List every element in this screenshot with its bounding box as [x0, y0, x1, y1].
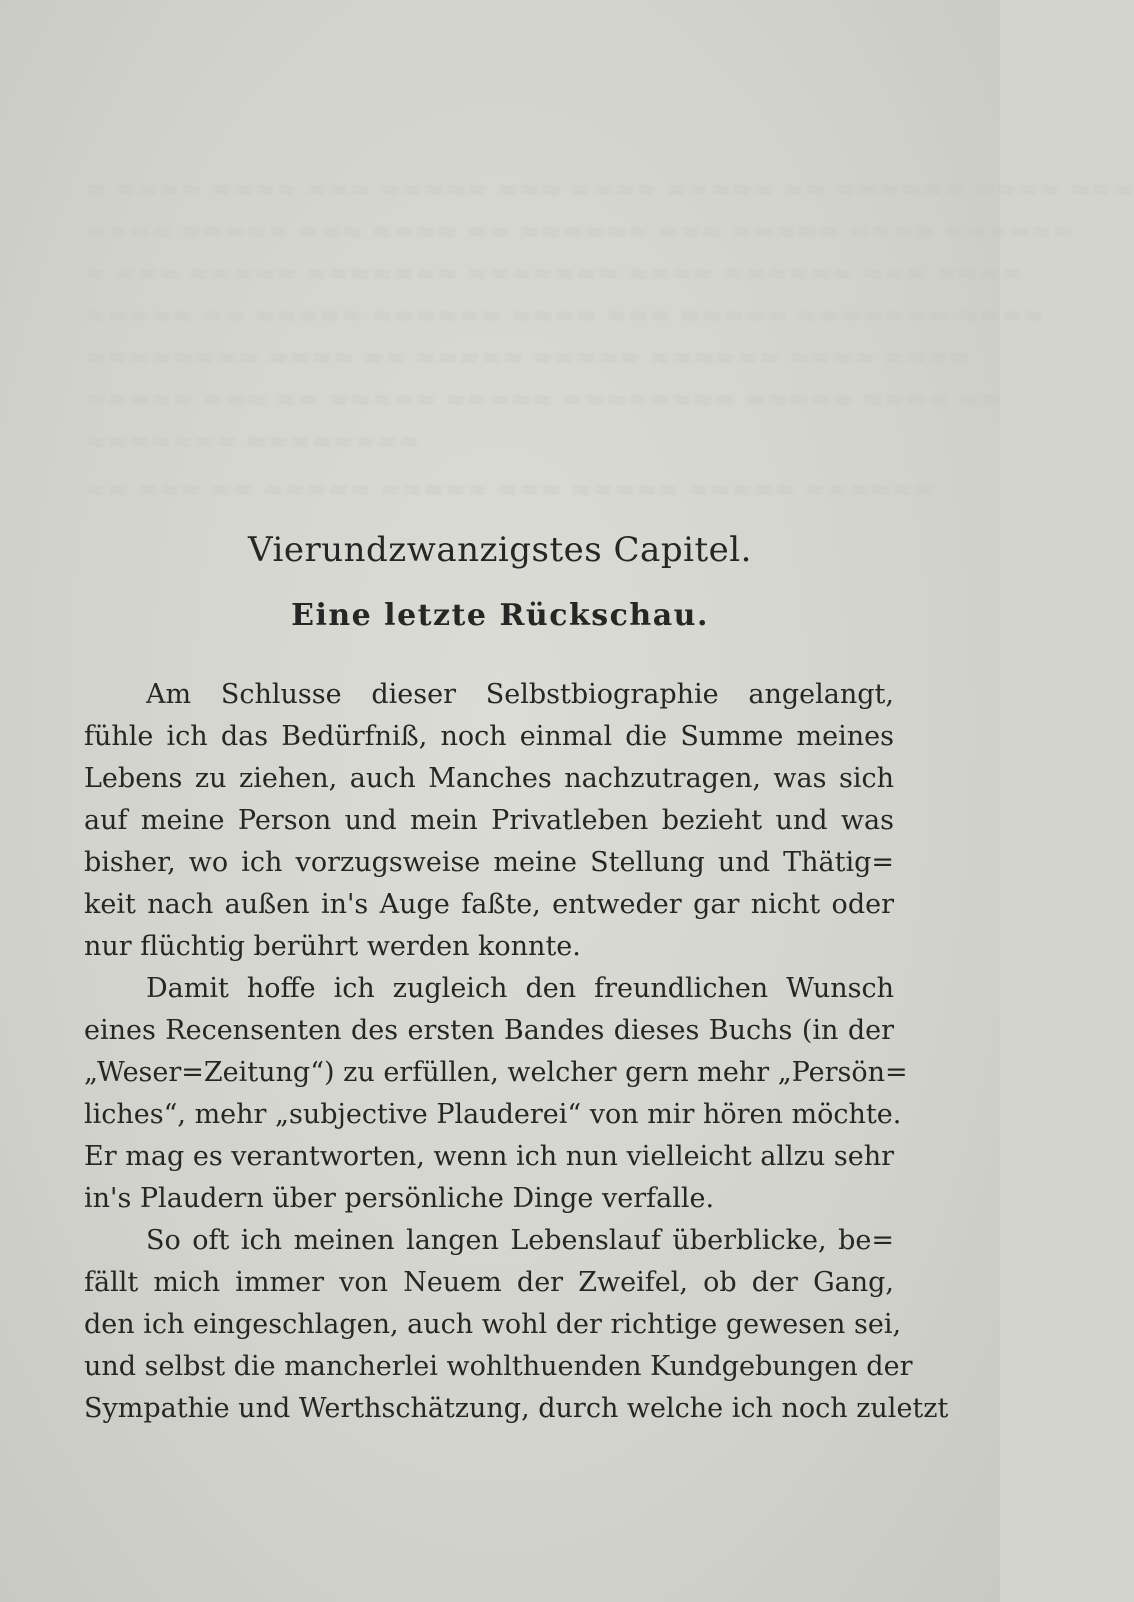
text-line: eines Recensenten des ersten Bandes dieses Buchs (in der [84, 1015, 894, 1046]
show-through-texture: ≈≈≈≈≈ ≈≈≈ ≈≈ ≈≈≈≈≈ ≈≈≈≈≈ ≈≈≈≈≈≈≈≈ ≈≈≈≈≈ ≈≈≈≈ ≈≈ [85, 385, 1001, 415]
text-line: den ich eingeschlagen, auch wohl der richtige gewesen sei, [84, 1309, 902, 1340]
text-line: So oft ich meinen langen Lebenslauf überblicke, be= [146, 1225, 894, 1256]
show-through-texture: ≈≈≈≈ ≈≈≈≈≈ ≈≈≈ ≈≈≈≈ ≈≈ ≈≈≈≈≈≈ ≈≈≈ ≈≈≈≈≈ ≈≈≈≈ ≈≈≈≈≈≈ [85, 217, 1075, 247]
text-line: liches“, mehr „subjective Plauderei“ von mir hören möchte. [84, 1099, 902, 1130]
text-line: Sympathie und Werthschätzung, durch welche ich noch zuletzt [84, 1393, 949, 1424]
chapter-title: Vierundzwanzigstes Capitel. [248, 530, 752, 570]
text-line: „Weser=Zeitung“) zu erfüllen, welcher gern mehr „Persön= [84, 1057, 908, 1088]
text-line: in's Plaudern über persönliche Dinge verfalle. [84, 1183, 715, 1214]
show-through-texture: ≈ ≈≈≈≈ ≈≈≈≈ ≈≈≈ ≈≈≈≈≈ ≈≈≈ ≈≈≈≈ ≈≈≈≈≈ ≈≈ ≈≈≈≈≈≈ ≈≈≈≈ ≈≈≈ [85, 175, 1134, 205]
text-line: Damit hoffe ich zugleich den freundlichen Wunsch [146, 973, 894, 1004]
text-line: auf meine Person und mein Privatleben bezieht und was [84, 805, 894, 836]
text-line: und selbst die mancherlei wohlthuenden Kundgebungen der [84, 1351, 913, 1382]
text-line: Lebens zu ziehen, auch Manches nachzutragen, was sich [84, 763, 894, 794]
show-through-texture: ≈≈≈≈≈ ≈≈ ≈≈≈≈≈ ≈≈≈≈≈≈ ≈≈≈≈ ≈≈≈ ≈≈≈≈≈ ≈≈≈≈≈≈≈ ≈≈≈≈ [85, 301, 1045, 331]
show-through-texture: ≈≈ ≈≈≈ ≈≈ ≈≈≈≈≈ ≈≈≈≈≈ ≈≈≈ ≈≈≈≈≈ ≈≈≈≈≈ ≈≈≈≈≈≈ [85, 475, 936, 505]
text-line: bisher, wo ich vorzugsweise meine Stellung und Thätig= [84, 847, 894, 878]
text-line: Er mag es verantworten, wenn ich nun vielleicht allzu sehr [84, 1141, 894, 1172]
text-line: nur flüchtig berührt werden konnte. [84, 931, 581, 962]
show-through-texture: ≈≈≈≈≈≈≈ ≈≈≈≈≈≈≈≈ [85, 427, 421, 457]
text-line: fühle ich das Bedürfniß, noch einmal die Summe meines [84, 721, 894, 752]
chapter-subtitle: Eine letzte Rückschau. [291, 598, 709, 633]
show-through-texture: ≈≈≈≈≈≈≈≈ ≈≈≈≈ ≈≈ ≈≈≈≈≈ ≈≈≈≈≈ ≈≈≈≈≈≈ ≈≈≈≈ ≈≈≈≈ [85, 343, 971, 373]
text-line: keit nach außen in's Auge faßte, entweder gar nicht oder [84, 889, 894, 920]
body-text [84, 674, 949, 1430]
text-line: Am Schlusse dieser Selbstbiographie angelangt, [146, 679, 894, 710]
text-line: fällt mich immer von Neuem der Zweifel, ob der Gang, [84, 1267, 894, 1298]
show-through-texture: ≈ ≈≈≈ ≈≈≈≈≈ ≈≈≈≈≈≈≈ ≈≈≈≈≈≈≈ ≈≈≈≈ ≈≈≈≈≈≈ ≈≈≈ ≈≈≈≈ [85, 259, 1023, 289]
